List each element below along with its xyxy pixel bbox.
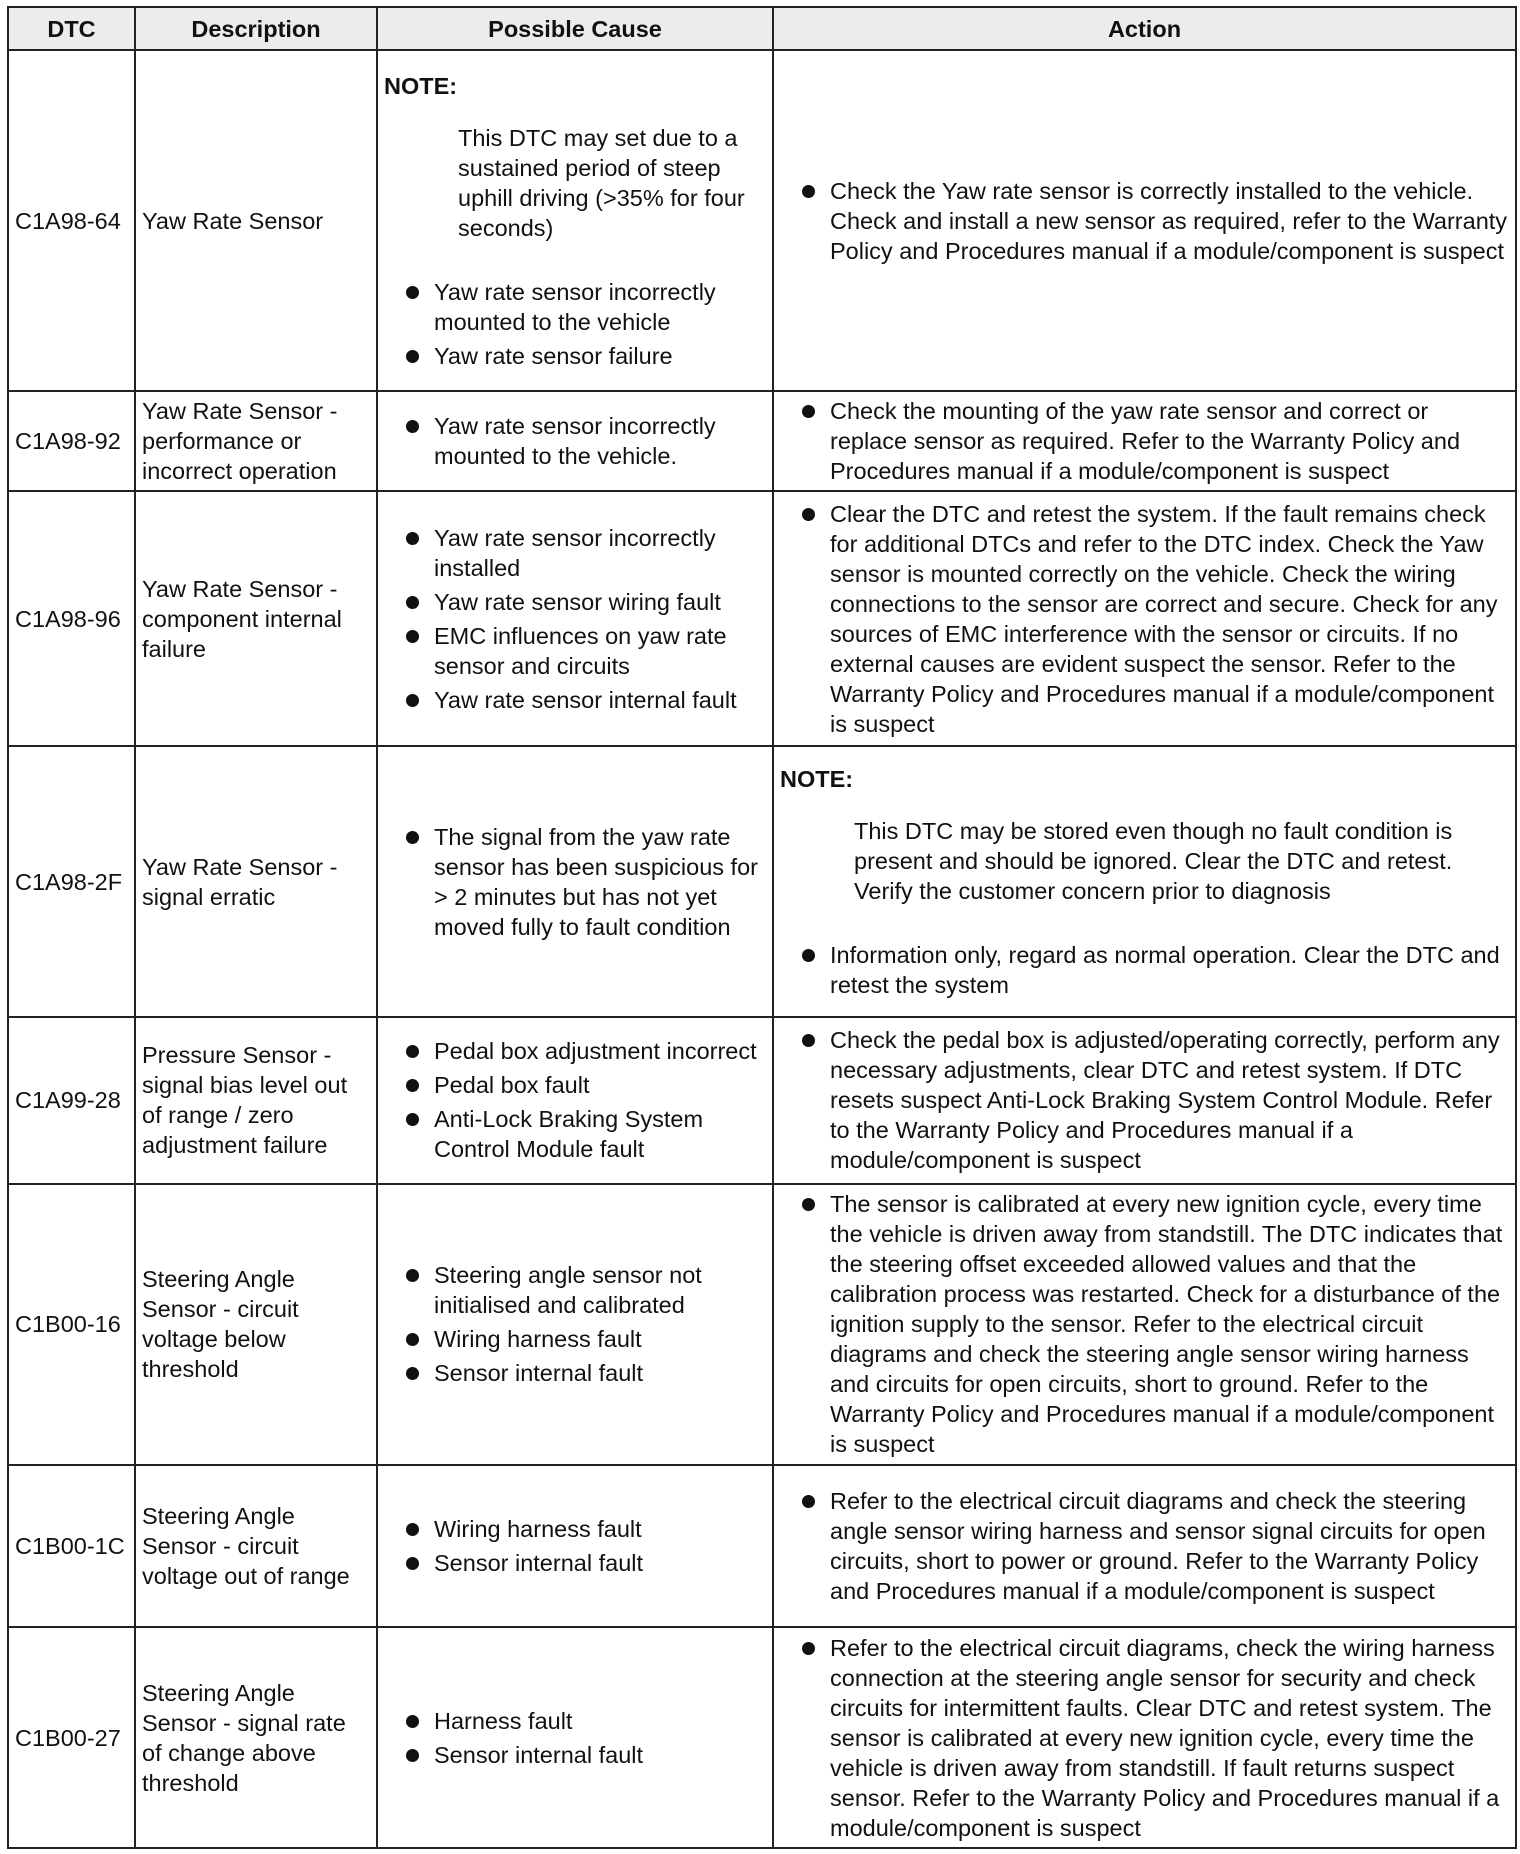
bullet-icon — [406, 1113, 419, 1126]
bullet-text: Steering angle sensor not initialised and calibrated — [434, 1262, 702, 1319]
bullet-icon — [406, 694, 419, 707]
table-row — [8, 1627, 1516, 1848]
bullet-icon — [406, 1715, 419, 1728]
table-row — [8, 746, 1516, 1017]
bullet-item — [780, 940, 1509, 1000]
description-cell: Yaw Rate Sensor - component internal failure — [135, 491, 377, 746]
bullet-icon — [406, 420, 419, 433]
column-header-dtc: DTC — [8, 7, 135, 50]
possible-cause-cell — [377, 491, 773, 746]
action-cell — [773, 1465, 1516, 1628]
bullet-icon — [406, 831, 419, 844]
bullet-item — [780, 176, 1509, 266]
bullet-icon — [406, 1523, 419, 1536]
note-text: This DTC may set due to a sustained period of steep uphill driving (>35% for four seconds) — [458, 124, 745, 241]
description-cell: Steering Angle Sensor - circuit voltage out of range — [135, 1465, 377, 1628]
bullet-item — [384, 621, 766, 681]
column-header-possible-cause: Possible Cause — [377, 7, 773, 50]
bullet-text: Anti-Lock Braking System Control Module fault — [434, 1106, 704, 1163]
description-cell: Steering Angle Sensor - circuit voltage below threshold — [135, 1184, 377, 1465]
table-row — [8, 391, 1516, 491]
bullet-list — [780, 499, 1509, 739]
bullet-text: Check the mounting of the yaw rate sensor and correct or replace sensor as required. Refer to the Warranty Policy and Procedures manual if a module/component is suspect — [830, 398, 1461, 485]
bullet-text: Wiring harness fault — [434, 1326, 642, 1353]
description-cell: Steering Angle Sensor - signal rate of change above threshold — [135, 1627, 377, 1848]
dtc-code-cell: C1B00-1C — [8, 1465, 135, 1628]
bullet-icon — [406, 532, 419, 545]
bullet-list — [384, 1514, 766, 1578]
possible-cause-cell — [377, 50, 773, 391]
possible-cause-cell — [377, 1627, 773, 1848]
bullet-icon — [802, 185, 815, 198]
bullet-item — [384, 685, 766, 715]
bullet-item — [384, 341, 766, 371]
bullet-text: Yaw rate sensor incorrectly mounted to the vehicle — [434, 278, 716, 335]
bullet-item — [780, 499, 1509, 739]
bullet-icon — [406, 1333, 419, 1346]
table-row — [8, 50, 1516, 391]
bullet-item — [384, 277, 766, 337]
bullet-text: Pedal box fault — [434, 1072, 590, 1099]
bullet-item — [780, 1189, 1509, 1459]
table-row — [8, 1465, 1516, 1628]
bullet-icon — [406, 286, 419, 299]
bullet-item — [780, 1486, 1509, 1606]
bullet-text: Harness fault — [434, 1707, 573, 1734]
bullet-text: Pedal box adjustment incorrect — [434, 1038, 757, 1065]
note-text: This DTC may be stored even though no fault condition is present and should be ignored. Clear the DTC and retest. Verify the customer concern prior to diagnosis — [854, 817, 1453, 904]
bullet-icon — [406, 350, 419, 363]
table-row — [8, 1017, 1516, 1184]
bullet-icon — [406, 630, 419, 643]
bullet-icon — [802, 949, 815, 962]
action-cell — [773, 1627, 1516, 1848]
bullet-item — [384, 411, 766, 471]
bullet-text: Sensor internal fault — [434, 1741, 644, 1768]
table-row — [8, 1184, 1516, 1465]
bullet-text: Information only, regard as normal operation. Clear the DTC and retest the system — [830, 941, 1500, 998]
bullet-icon — [406, 1749, 419, 1762]
bullet-list — [780, 176, 1509, 266]
bullet-list — [780, 1633, 1509, 1843]
dtc-code-cell: C1B00-27 — [8, 1627, 135, 1848]
note-label: NOTE: — [384, 72, 458, 99]
action-cell — [773, 1017, 1516, 1184]
possible-cause-cell — [377, 1017, 773, 1184]
possible-cause-cell — [377, 746, 773, 1017]
bullet-icon — [802, 405, 815, 418]
dtc-code-cell: C1A98-2F — [8, 746, 135, 1017]
bullet-list — [780, 940, 1509, 1000]
bullet-text: Check the pedal box is adjusted/operating correctly, perform any necessary adjustments, clear DTC and retest system. If DTC resets suspect Anti-Lock Braking System Control Module. Refer to the Warranty Policy and Procedures manual if a module/component is suspect — [830, 1027, 1500, 1174]
dtc-code-cell: C1A98-96 — [8, 491, 135, 746]
bullet-list — [780, 1025, 1509, 1175]
dtc-code-cell: C1A98-64 — [8, 50, 135, 391]
bullet-icon — [802, 1642, 815, 1655]
bullet-item — [384, 1548, 766, 1578]
bullet-text: EMC influences on yaw rate sensor and circuits — [434, 622, 727, 679]
bullet-list — [384, 523, 766, 715]
bullet-icon — [406, 1079, 419, 1092]
bullet-icon — [802, 1198, 815, 1211]
bullet-item — [384, 1324, 766, 1354]
bullet-text: The signal from the yaw rate sensor has been suspicious for > 2 minutes but has not yet moved fully to fault condition — [434, 823, 758, 940]
bullet-list — [384, 1706, 766, 1770]
bullet-item — [384, 822, 766, 942]
bullet-list — [780, 396, 1509, 486]
column-header-description: Description — [135, 7, 377, 50]
bullet-text: Yaw rate sensor failure — [434, 342, 673, 369]
bullet-item — [780, 1633, 1509, 1843]
action-cell — [773, 1184, 1516, 1465]
bullet-text: Yaw rate sensor wiring fault — [434, 588, 721, 615]
bullet-list — [384, 411, 766, 471]
possible-cause-cell — [377, 1465, 773, 1628]
bullet-item — [384, 1706, 766, 1736]
bullet-list — [384, 1036, 766, 1164]
bullet-text: Wiring harness fault — [434, 1515, 642, 1542]
bullet-item — [780, 1025, 1509, 1175]
action-cell — [773, 50, 1516, 391]
bullet-text: Check the Yaw rate sensor is correctly installed to the vehicle. Check and install a new sensor as required, refer to the Warranty Policy and Procedures manual if a module/component is suspect — [830, 177, 1508, 264]
bullet-text: Sensor internal fault — [434, 1549, 644, 1576]
bullet-icon — [406, 596, 419, 609]
action-cell — [773, 746, 1516, 1017]
bullet-icon — [802, 508, 815, 521]
bullet-text: Yaw rate sensor incorrectly mounted to the vehicle. — [434, 413, 716, 470]
bullet-icon — [406, 1269, 419, 1282]
bullet-text: Refer to the electrical circuit diagrams and check the steering angle sensor wiring harness and sensor signal circuits for open circuits, short to power or ground. Refer to the Warranty Policy and Procedures manual if a module/component is suspect — [830, 1487, 1486, 1604]
bullet-item — [384, 1358, 766, 1388]
action-cell — [773, 491, 1516, 746]
table-body — [8, 50, 1516, 1848]
bullet-text: The sensor is calibrated at every new ignition cycle, every time the vehicle is driven away from standstill. The DTC indicates that the steering offset exceeded allowed values and that the calibration process was restarted. Check for a disturbance of the ignition supply to the sensor. Refer to the electrical circuit diagrams and check the steering angle sensor wiring harness and circuits for open circuits, short to ground. Refer to the Warranty Policy and Procedures manual if a module/component is suspect — [830, 1191, 1503, 1458]
description-cell: Pressure Sensor - signal bias level out of range / zero adjustment failure — [135, 1017, 377, 1184]
table-header — [8, 7, 1516, 50]
bullet-icon — [406, 1367, 419, 1380]
description-cell: Yaw Rate Sensor — [135, 50, 377, 391]
dtc-code-cell: C1A98-92 — [8, 391, 135, 491]
bullet-icon — [802, 1034, 815, 1047]
bullet-item — [384, 1260, 766, 1320]
bullet-item — [384, 1070, 766, 1100]
header-row — [8, 7, 1516, 50]
bullet-text: Sensor internal fault — [434, 1360, 644, 1387]
bullet-text: Yaw rate sensor incorrectly installed — [434, 524, 716, 581]
description-cell: Yaw Rate Sensor - signal erratic — [135, 746, 377, 1017]
bullet-text: Clear the DTC and retest the system. If the fault remains check for additional DTCs and refer to the DTC index. Check the Yaw sensor is mounted correctly on the vehicle. Check the wiring connections to the sensor are correct and secure. Check for any sources of EMC interference with the sensor or circuits. If no external causes are evident suspect the sensor. Refer to the Warranty Policy and Procedures manual if a module/component is suspect — [830, 500, 1498, 737]
bullet-list — [384, 822, 766, 942]
bullet-list — [780, 1486, 1509, 1606]
possible-cause-cell — [377, 1184, 773, 1465]
bullet-item — [384, 1104, 766, 1164]
bullet-item — [384, 1740, 766, 1770]
possible-cause-cell — [377, 391, 773, 491]
action-cell — [773, 391, 1516, 491]
bullet-item — [780, 396, 1509, 486]
dtc-table — [7, 6, 1517, 1849]
bullet-list — [384, 1260, 766, 1388]
bullet-text: Yaw rate sensor internal fault — [434, 686, 737, 713]
bullet-item — [384, 1514, 766, 1544]
note-label: NOTE: — [780, 765, 854, 792]
bullet-icon — [406, 1045, 419, 1058]
dtc-code-cell: C1A99-28 — [8, 1017, 135, 1184]
bullet-icon — [406, 1557, 419, 1570]
bullet-list — [384, 277, 766, 371]
description-cell: Yaw Rate Sensor - performance or incorrect operation — [135, 391, 377, 491]
bullet-item — [384, 1036, 766, 1066]
bullet-list — [780, 1189, 1509, 1459]
bullet-icon — [802, 1495, 815, 1508]
column-header-action: Action — [773, 7, 1516, 50]
bullet-item — [384, 523, 766, 583]
bullet-item — [384, 587, 766, 617]
bullet-text: Refer to the electrical circuit diagrams, check the wiring harness connection at the steering angle sensor for security and check circuits for intermittent faults. Clear DTC and retest system. The sensor is calibrated at every new ignition cycle, every time the vehicle is driven away from standstill. If fault returns suspect sensor. Refer to the Warranty Policy and Procedures manual if a module/component is suspect — [830, 1634, 1500, 1841]
table-row — [8, 491, 1516, 746]
dtc-code-cell: C1B00-16 — [8, 1184, 135, 1465]
